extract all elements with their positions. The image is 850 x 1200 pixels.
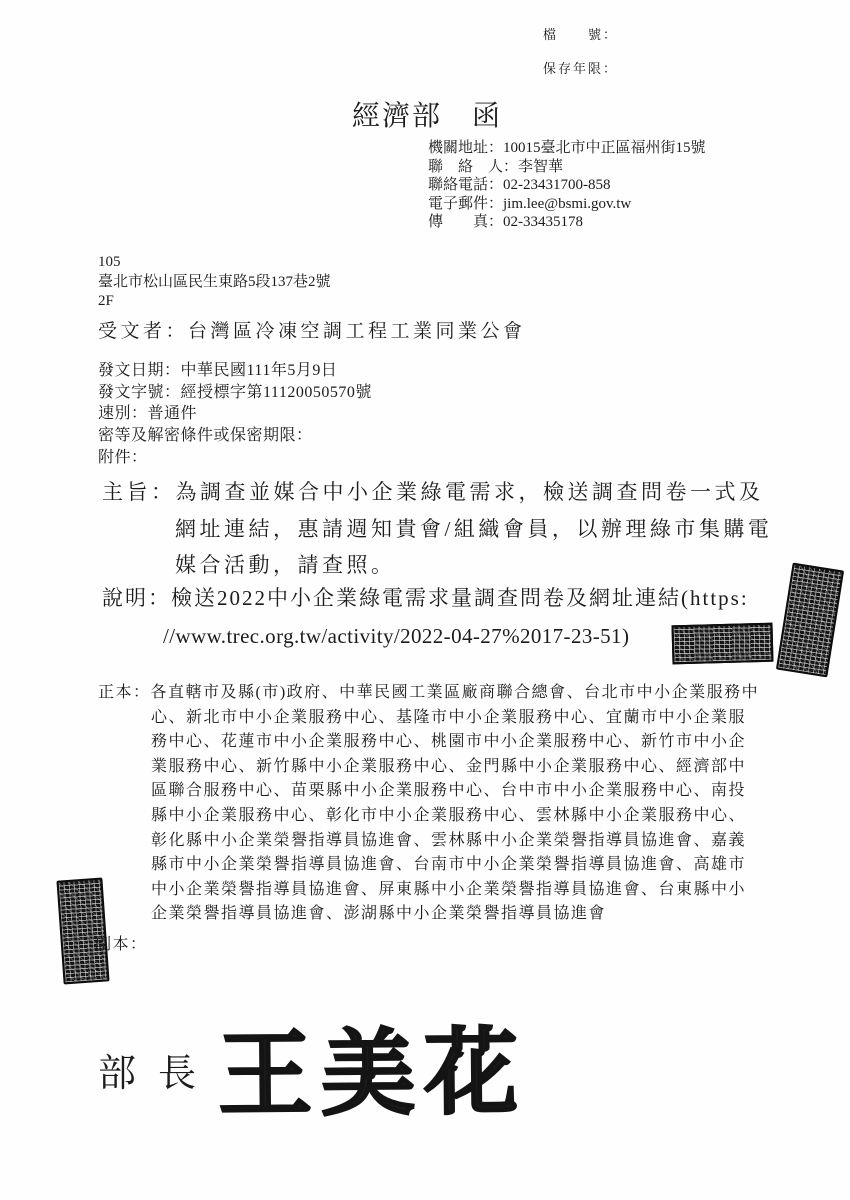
security-class-row [98, 425, 372, 447]
original-label: 正本： [98, 684, 151, 701]
recipient-street-address: 臺北市松山區民生東路5段137巷2號 [98, 273, 331, 290]
description-label: 說明： [102, 586, 171, 610]
recipient-floor: 2F [98, 293, 114, 309]
original-recipients-section [98, 681, 788, 927]
sender-fax-label: 傳 真： [428, 214, 504, 231]
sender-contact-label: 聯 絡 人： [428, 158, 519, 175]
speed-class-value: 普通件 [147, 405, 198, 423]
sender-info-block [428, 139, 706, 232]
sender-address-label: 機關地址： [428, 140, 504, 156]
original-recipients-line: 心、新北市中小企業服務中心、基隆市中小企業服務中心、宜蘭市中小企業服 [151, 708, 747, 726]
addressee-label: 受文者： [98, 321, 189, 342]
original-recipients-text: 各直轄市及縣(市)政府、中華民國工業區廠商聯合總會、台北市中小企業服務中 [150, 684, 760, 701]
reference-number-value: 經授標字第11120050570號 [180, 383, 372, 401]
document-title: 經濟部 函 [352, 101, 503, 132]
attachment-label: 附件： [98, 448, 148, 466]
cc-label: 副本： [95, 936, 148, 953]
signer-title: 部長 [98, 1053, 219, 1095]
speed-class-label: 速別： [98, 405, 148, 423]
addressee-name: 台灣區冷凍空調工程工業同業公會 [188, 321, 526, 342]
official-seal-stamp-inline [672, 623, 774, 665]
sender-address-value: 10015臺北市中正區福州街15號 [503, 140, 706, 156]
sender-contact-row [428, 158, 706, 177]
sender-phone-value: 02-23431700-858 [503, 177, 611, 194]
subject-line-3: 媒合活動，請查照。 [175, 553, 396, 577]
retention-period-label: 保存年限： [543, 61, 619, 76]
recipient-postal-code: 105 [98, 254, 121, 270]
signer-signature: 王美花 [217, 1021, 528, 1129]
issue-date-value: 中華民國111年5月9日 [180, 362, 338, 379]
speed-class-row [98, 403, 372, 425]
original-recipients-line: 業服務中心、新竹縣中小企業服務中心、金門縣中小企業服務中心、經濟部中 [151, 757, 747, 775]
original-recipients-line: 縣中小企業服務中心、彰化市中小企業服務中心、雲林縣中小企業服務中心、 [151, 806, 747, 824]
subject-section [102, 474, 802, 584]
addressee-line [98, 316, 526, 343]
sender-address-row [428, 139, 706, 158]
sender-fax-row [428, 213, 706, 232]
sender-phone-row [428, 176, 706, 195]
document-meta-block [98, 360, 372, 469]
sender-fax-value: 02-33435178 [503, 214, 584, 231]
original-recipients-line: 企業榮譽指導員協進會、澎湖縣中小企業榮譽指導員協進會 [151, 905, 607, 923]
sender-email-value: jim.lee@bsmi.gov.tw [503, 195, 632, 212]
description-line-1 [102, 580, 822, 618]
original-recipients-line: 區聯合服務中心、苗栗縣中小企業服務中心、台中市中小企業服務中心、南投 [151, 782, 747, 800]
sender-email-label: 電子郵件： [428, 195, 504, 212]
subject-label: 主旨： [102, 480, 176, 504]
attachment-row [98, 447, 372, 469]
file-number-label: 檔 號： [543, 27, 619, 42]
security-class-label: 密等及解密條件或保密期限： [98, 427, 313, 445]
subject-line-2: 網址連結，惠請週知貴會/組織會員，以辦理綠市集購電 [175, 516, 773, 541]
original-recipients-line: 中小企業榮譽指導員協進會、屏東縣中小企業榮譽指導員協進會、台東縣中小 [151, 880, 747, 898]
subject-line-1 [102, 474, 802, 511]
description-text: 檢送2022中小企業綠電需求量調查問卷及網址連結(https: [171, 586, 749, 610]
original-recipients-line [98, 681, 788, 706]
sender-contact-value: 李智華 [518, 158, 564, 175]
issue-date-row [98, 360, 372, 382]
reference-number-row [98, 382, 372, 404]
sender-phone-label: 聯絡電話： [428, 177, 504, 194]
subject-text: 為調查並媒合中小企業綠電需求，檢送調查問卷一式及 [175, 480, 764, 504]
original-recipients-line: 縣市中小企業榮譽指導員協進會、台南市中小企業榮譽指導員協進會、高雄市 [151, 856, 747, 874]
original-recipients-line: 彰化縣中小企業榮譽指導員協進會、雲林縣中小企業榮譽指導員協進會、嘉義 [151, 831, 747, 849]
original-recipients-line: 務中心、花蓮市中小企業服務中心、桃園市中小企業服務中心、新竹市中小企 [151, 733, 747, 751]
sender-email-row [428, 195, 706, 214]
reference-number-label: 發文字號： [98, 383, 181, 401]
recipient-address-block [98, 253, 331, 312]
issue-date-label: 發文日期： [98, 362, 181, 379]
description-url-line: //www.trec.org.tw/activity/2022-04-27%2017-23-51) [163, 623, 630, 648]
